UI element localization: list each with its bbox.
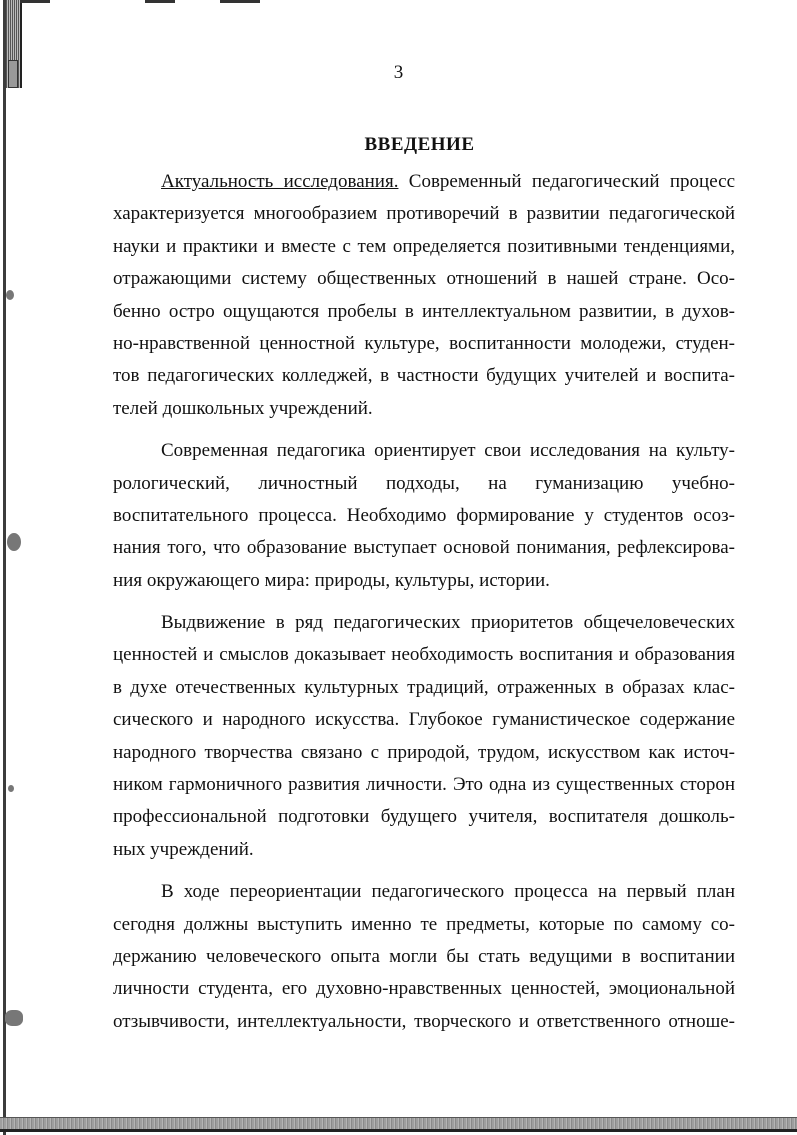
document-body [113, 166, 735, 1038]
scan-top-mark [145, 0, 175, 3]
text-line: рологический, личностный подходы, на гуманизацию учебно- [113, 472, 735, 494]
paragraph [113, 876, 735, 1038]
text-line: науки и практики и вместе с тем определяется позитивными тенденциями, [113, 235, 735, 257]
text-line: отзывчивости, интеллектуальности, творческого и ответственного отноше- [113, 1010, 735, 1032]
text-line: воспитательного процесса. Необходимо формирование у студентов осоз- [113, 504, 735, 526]
section-lead: Актуальность исследования. [161, 171, 399, 192]
scan-left-edge [3, 0, 6, 1135]
text-line: народного творчества связано с природой, трудом, искусством как источ- [113, 741, 735, 763]
text-line: нания того, что образование выступает основой понимания, рефлексирова- [113, 537, 735, 559]
scan-blot [5, 1010, 23, 1026]
text-line: ником гармоничного развития личности. Это одна из существенных сторон [113, 774, 735, 796]
paragraph [113, 435, 735, 597]
paragraph [113, 166, 735, 425]
paragraph [113, 607, 735, 866]
text-line: ных учреждений. [113, 838, 254, 860]
scan-blot [8, 785, 14, 792]
text-line: Современная педагогика ориентирует свои исследования на культу- [161, 440, 735, 462]
scan-blot [6, 290, 14, 300]
text-line: держанию человеческого опыта могли бы стать ведущими в воспитании [113, 945, 735, 967]
scan-blot [7, 533, 21, 551]
page-number: 3 [393, 62, 404, 83]
text-line: личности студента, его духовно-нравственных ценностей, эмоциональной [113, 978, 735, 1000]
text-line: сического и народного искусства. Глубокое гуманистическое содержание [113, 709, 735, 731]
text-line: в духе отечественных культурных традиций, отраженных в образах клас- [113, 676, 735, 698]
text-line: телей дошкольных учреждений. [113, 397, 373, 419]
text-line: тов педагогических колледжей, в частности будущих учителей и воспита- [113, 365, 735, 387]
scan-bottom-line [0, 1129, 797, 1132]
text-line: ния окружающего мира: природы, культуры, истории. [113, 569, 550, 591]
text-line: Выдвижение в ряд педагогических приоритетов общечеловеческих [161, 612, 735, 634]
text-line: сегодня должны выступить именно те предметы, которые по самому со- [113, 913, 735, 935]
text-line: профессиональной подготовки будущего учителя, воспитателя дошколь- [113, 806, 735, 828]
text-line: отражающими систему общественных отношений в нашей стране. Осо- [113, 268, 735, 290]
text-line: но-нравственной ценностной культуре, воспитанности молодежи, студен- [113, 332, 735, 354]
page-title: ВВЕДЕНИЕ [364, 134, 475, 155]
text-line: Актуальность исследования. Современный педагогический процесс [161, 171, 735, 192]
text-line: ценностей и смыслов доказывает необходимость воспитания и образования [113, 644, 735, 666]
scan-top-mark [220, 0, 260, 3]
text-line: В ходе переориентации педагогического процесса на первый план [161, 881, 735, 903]
text-line: характеризуется многообразием противоречий в развитии педагогической [113, 203, 735, 225]
text-line: бенно остро ощущаются пробелы в интеллектуальном развитии, в духов- [113, 300, 735, 322]
scan-top-mark [20, 0, 50, 3]
